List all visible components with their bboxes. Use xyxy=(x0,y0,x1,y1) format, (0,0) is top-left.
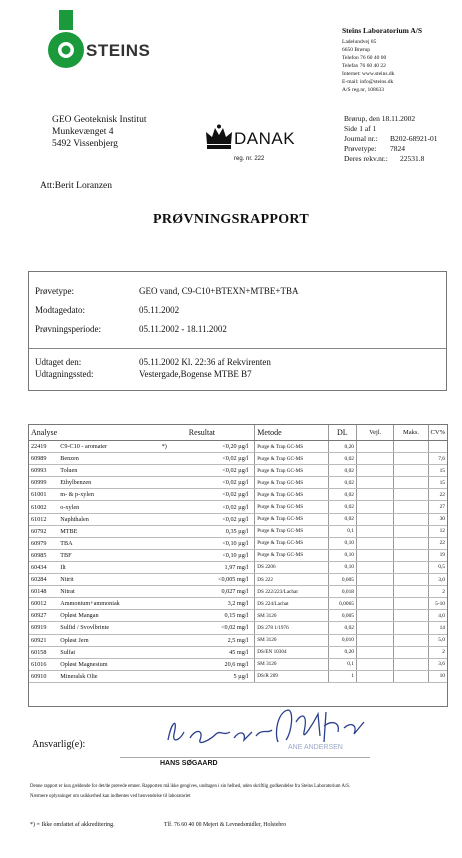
danak-name: DANAK xyxy=(234,129,296,148)
analysis-name: Nitrat xyxy=(58,586,169,598)
max-value xyxy=(394,646,428,658)
guideline xyxy=(356,453,393,465)
method: DS/R 209 xyxy=(255,670,328,682)
analysis-name: TBA xyxy=(58,537,169,549)
table-row xyxy=(29,441,447,453)
detection-limit: 0,005 xyxy=(328,574,356,586)
table-row xyxy=(29,561,447,573)
result-value: 0,35 µg/l xyxy=(169,525,255,537)
footer-contact: Tlf. 76 60 40 00 Mejeri & Levnedsmidler, Holstebro xyxy=(164,822,287,828)
info-row xyxy=(35,356,271,368)
report-date: Brørup, den 18.11.2002 xyxy=(344,114,416,123)
header-analyse: Analyse xyxy=(29,425,169,441)
result-value: 0,027 mg/l xyxy=(169,586,255,598)
method: DS 2206 xyxy=(255,561,328,573)
guideline xyxy=(356,658,393,670)
cv-percent: 14 xyxy=(428,622,447,634)
max-value xyxy=(394,525,428,537)
info-divider xyxy=(29,348,446,349)
guideline xyxy=(356,670,393,682)
table-row xyxy=(29,489,447,501)
info-label: Prøvningsperiode: xyxy=(35,324,101,334)
method: Purge & Trap GC-MS xyxy=(255,489,328,501)
cv-percent: 0,5 xyxy=(428,561,447,573)
recipient-line: 5492 Vissenbjerg xyxy=(52,139,118,149)
table-row xyxy=(29,574,447,586)
table-row xyxy=(29,513,447,525)
info-value: 05.11.2002 Kl. 22:36 af Rekvirenten xyxy=(139,357,271,367)
result-value: 1,97 mg/l xyxy=(169,561,255,573)
cv-percent: 12 xyxy=(428,525,447,537)
cv-percent: 27 xyxy=(428,501,447,513)
lab-address-lines xyxy=(342,38,460,94)
logo-text: STEINS xyxy=(86,41,151,60)
cv-percent: 5,0 xyxy=(428,634,447,646)
table-row xyxy=(29,465,447,477)
method: Purge & Trap GC-MS xyxy=(255,477,328,489)
guideline xyxy=(356,634,393,646)
detection-limit: 0,02 xyxy=(328,489,356,501)
results-table-box xyxy=(28,424,448,707)
cv-percent: 3,0 xyxy=(428,574,447,586)
accreditation-note-mark: *) xyxy=(161,443,167,451)
lab-address-line: Telefon 76 60 40 00 xyxy=(342,55,387,61)
signer-ane: ANE ANDERSEN xyxy=(288,744,343,751)
guideline xyxy=(356,501,393,513)
table-row xyxy=(29,598,447,610)
lab-address-line: A/S reg.nr, 108633 xyxy=(342,87,384,93)
table-row xyxy=(29,610,447,622)
footnote: *) = Ikke omfattet af akkreditering. xyxy=(30,822,115,828)
analysis-name: Naphthalen xyxy=(58,513,169,525)
max-value xyxy=(394,453,428,465)
table-row xyxy=(29,658,447,670)
detection-limit: 0,02 xyxy=(328,501,356,513)
danak-reg: reg. nr. 222 xyxy=(234,156,265,162)
analysis-code: 60979 xyxy=(29,537,58,549)
cv-percent: 4,0 xyxy=(428,610,447,622)
max-value xyxy=(394,465,428,477)
detection-limit: 0,20 xyxy=(328,441,356,453)
info-label: Udtagningssted: xyxy=(35,369,94,379)
analysis-code: 61016 xyxy=(29,658,58,670)
footer-line1: Denne rapport er kun gældende for det/de prøvede emner. Rapporten må ikke gengives, undtagen i sin helhed, uden skriftlig godkendelse fra Steins Laboratorium A/S. xyxy=(30,784,351,789)
detection-limit: 0,02 xyxy=(328,453,356,465)
guideline xyxy=(356,598,393,610)
result-value: 45 mg/l xyxy=(169,646,255,658)
analysis-code: 61002 xyxy=(29,501,58,513)
table-row xyxy=(29,670,447,682)
analysis-code: 60910 xyxy=(29,670,58,682)
analysis-name: Opløst Mangan xyxy=(58,610,169,622)
result-value: <0,02 µg/l xyxy=(169,489,255,501)
max-value xyxy=(394,586,428,598)
table-row xyxy=(29,525,447,537)
table-header-row xyxy=(29,425,447,441)
max-value xyxy=(394,658,428,670)
guideline xyxy=(356,574,393,586)
method: SM 3120 xyxy=(255,634,328,646)
max-value xyxy=(394,549,428,561)
lab-address-line: Internet: www.steins.dk xyxy=(342,71,395,77)
result-value: <0,02 mg/l xyxy=(169,622,255,634)
analysis-code: 60919 xyxy=(29,622,58,634)
lab-name: Steins Laboratorium A/S xyxy=(342,26,423,35)
steins-logo xyxy=(46,10,156,78)
analysis-name-text: C9-C10 - aromater xyxy=(60,443,108,451)
guideline xyxy=(356,465,393,477)
analysis-code: 61012 xyxy=(29,513,58,525)
detection-limit: 0,02 xyxy=(328,465,356,477)
journal-value: B202-68921-01 xyxy=(390,134,438,143)
method: Purge & Trap GC-MS xyxy=(255,549,328,561)
cv-percent: 19 xyxy=(428,549,447,561)
analysis-code: 60284 xyxy=(29,574,58,586)
method: DS/EN 10304 xyxy=(255,646,328,658)
guideline xyxy=(356,537,393,549)
table-row xyxy=(29,453,447,465)
result-value: <0,005 mg/l xyxy=(169,574,255,586)
journal-row xyxy=(344,134,460,144)
detection-limit: 1 xyxy=(328,670,356,682)
analysis-name: Ilt xyxy=(58,561,169,573)
steins-logo-icon xyxy=(48,10,84,76)
cv-percent: 10 xyxy=(428,670,447,682)
responsible-label: Ansvarlig(e): xyxy=(32,739,86,750)
lab-address-line: E-mail: info@steins.dk xyxy=(342,79,394,85)
result-value: <0,10 µg/l xyxy=(169,549,255,561)
detection-limit: 0,018 xyxy=(328,586,356,598)
analysis-name xyxy=(58,441,169,453)
ref-row xyxy=(344,154,460,164)
analysis-code: 60999 xyxy=(29,477,58,489)
analysis-code: 60148 xyxy=(29,586,58,598)
method: Purge & Trap GC-MS xyxy=(255,537,328,549)
detection-limit: 0,02 xyxy=(328,513,356,525)
signer-hans: HANS SØGAARD xyxy=(160,760,218,767)
detection-limit: 0,10 xyxy=(328,561,356,573)
footer-disclaimer xyxy=(30,782,450,802)
detection-limit: 0,1 xyxy=(328,525,356,537)
header-cv: CV% xyxy=(428,425,447,441)
result-value: <0,02 µg/l xyxy=(169,465,255,477)
max-value xyxy=(394,477,428,489)
sample-value: 7824 xyxy=(390,144,405,153)
analysis-name: o-xylen xyxy=(58,501,169,513)
info-label: Udtaget den: xyxy=(35,357,82,367)
method: DS 224/Lachat xyxy=(255,598,328,610)
result-value: 20,6 mg/l xyxy=(169,658,255,670)
report-title: PRØVNINGSRAPPORT xyxy=(153,212,309,227)
result-value: 3,2 mg/l xyxy=(169,598,255,610)
table-row xyxy=(29,477,447,489)
max-value xyxy=(394,561,428,573)
info-row xyxy=(35,368,271,380)
header-vejl: Vejl. xyxy=(356,425,393,441)
analysis-name: Sulfid / Svovlbrinte xyxy=(58,622,169,634)
info-row xyxy=(35,282,298,301)
analysis-code: 60012 xyxy=(29,598,58,610)
header-resultat: Resultat xyxy=(169,425,255,441)
attention-line: Att:Berit Loranzen xyxy=(40,181,113,191)
analysis-name: MTBE xyxy=(58,525,169,537)
header-maks: Maks. xyxy=(394,425,428,441)
method: DS 222/223/Lachat xyxy=(255,586,328,598)
footer-line2: Nærmere oplysninger om usikkerhed kan indhentes ved henvendelse til laboratoriet xyxy=(30,794,191,799)
analysis-name: Sulfat xyxy=(58,646,169,658)
table-row xyxy=(29,646,447,658)
result-value: <0,02 µg/l xyxy=(169,453,255,465)
cv-percent: 7,6 xyxy=(428,453,447,465)
max-value xyxy=(394,622,428,634)
recipient-line: GEO Geoteknisk Institut xyxy=(52,115,147,125)
detection-limit: 0,02 xyxy=(328,622,356,634)
info-value: 05.11.2002 - 18.11.2002 xyxy=(139,324,227,334)
info-value: GEO vand, C9-C10+BTEXN+MTBE+TBA xyxy=(139,286,299,296)
sample-row xyxy=(344,144,460,154)
table-row xyxy=(29,501,447,513)
method: DS 278 1/1976 xyxy=(255,622,328,634)
guideline xyxy=(356,622,393,634)
header-metode: Metode xyxy=(255,425,328,441)
analysis-code: 60434 xyxy=(29,561,58,573)
recipient-line: Munkevænget 4 xyxy=(52,127,114,137)
guideline xyxy=(356,561,393,573)
max-value xyxy=(394,598,428,610)
info-row xyxy=(35,320,298,339)
info-label: Modtagedato: xyxy=(35,305,85,315)
analysis-code: 60921 xyxy=(29,634,58,646)
analysis-name: TBF xyxy=(58,549,169,561)
detection-limit: 0,10 xyxy=(328,549,356,561)
analysis-name: Benzen xyxy=(58,453,169,465)
analysis-name: Opløst Magnesium xyxy=(58,658,169,670)
method: DS 222 xyxy=(255,574,328,586)
max-value xyxy=(394,610,428,622)
table-row xyxy=(29,586,447,598)
cv-percent: 30 xyxy=(428,513,447,525)
max-value xyxy=(394,574,428,586)
page-number: Side 1 af 1 xyxy=(344,124,377,133)
analysis-name: Toluen xyxy=(58,465,169,477)
lab-address-line: Ladelundvej 85 xyxy=(342,39,377,45)
guideline xyxy=(356,441,393,453)
detection-limit: 0,005 xyxy=(328,610,356,622)
result-value: <0,10 µg/l xyxy=(169,537,255,549)
cv-percent: 2 xyxy=(428,586,447,598)
cv-percent: 15 xyxy=(428,465,447,477)
cv-percent xyxy=(428,441,447,453)
method: Purge & Trap GC-MS xyxy=(255,465,328,477)
detection-limit: 0,0065 xyxy=(328,598,356,610)
result-value: <0,02 µg/l xyxy=(169,477,255,489)
max-value xyxy=(394,537,428,549)
analysis-code: 60985 xyxy=(29,549,58,561)
analysis-code: 60927 xyxy=(29,610,58,622)
analysis-name: Nitrit xyxy=(58,574,169,586)
method: Purge & Trap GC-MS xyxy=(255,441,328,453)
max-value xyxy=(394,670,428,682)
detection-limit: 0,02 xyxy=(328,477,356,489)
sample-info-top xyxy=(35,282,298,339)
sample-info-box xyxy=(28,271,447,391)
method: Purge & Trap GC-MS xyxy=(255,513,328,525)
report-meta xyxy=(344,114,460,164)
max-value xyxy=(394,501,428,513)
analysis-code: 60993 xyxy=(29,465,58,477)
guideline xyxy=(356,646,393,658)
max-value xyxy=(394,513,428,525)
guideline xyxy=(356,489,393,501)
result-value: <0,02 µg/l xyxy=(169,513,255,525)
guideline xyxy=(356,477,393,489)
info-value: 05.11.2002 xyxy=(139,305,180,315)
recipient-address xyxy=(52,114,146,150)
info-row xyxy=(35,301,298,320)
sample-info-bottom xyxy=(35,356,271,380)
analysis-code: 22419 xyxy=(29,441,58,453)
table-row xyxy=(29,634,447,646)
guideline xyxy=(356,513,393,525)
guideline xyxy=(356,586,393,598)
max-value xyxy=(394,634,428,646)
ref-label: Deres rekv.nr.: xyxy=(344,154,388,163)
result-value: 0,15 mg/l xyxy=(169,610,255,622)
analysis-code: 60158 xyxy=(29,646,58,658)
analysis-code: 61001 xyxy=(29,489,58,501)
cv-percent: 2 xyxy=(428,646,447,658)
results-table xyxy=(29,425,447,683)
cv-percent: 3,6 xyxy=(428,658,447,670)
detection-limit: 0,1 xyxy=(328,658,356,670)
info-label: Prøvetype: xyxy=(35,286,74,296)
cv-percent: 15 xyxy=(428,477,447,489)
cv-percent: 22 xyxy=(428,489,447,501)
journal-label: Journal nr.: xyxy=(344,134,378,143)
result-value: <0,02 µg/l xyxy=(169,501,255,513)
info-value: Vestergade,Bogense MTBE B7 xyxy=(139,369,252,379)
method: SM 3120 xyxy=(255,658,328,670)
method: Purge & Trap GC-MS xyxy=(255,501,328,513)
analysis-code: 60792 xyxy=(29,525,58,537)
lab-address-line: 6650 Brørup xyxy=(342,47,370,53)
table-row xyxy=(29,537,447,549)
result-value: <0,20 µg/l xyxy=(169,441,255,453)
method: Purge & Trap GC-MS xyxy=(255,453,328,465)
analysis-code: 60989 xyxy=(29,453,58,465)
cv-percent: 22 xyxy=(428,537,447,549)
guideline xyxy=(356,610,393,622)
signature-line xyxy=(120,757,370,758)
detection-limit: 0,20 xyxy=(328,646,356,658)
table-row xyxy=(29,622,447,634)
header-dl: DL xyxy=(328,425,356,441)
sample-label: Prøvetype: xyxy=(344,144,377,153)
analysis-name: Ammonium+ammoniak xyxy=(58,598,169,610)
lab-address-line: Telefax 76 60 40 22 xyxy=(342,63,386,69)
result-value: 2,5 mg/l xyxy=(169,634,255,646)
guideline xyxy=(356,549,393,561)
detection-limit: 0,010 xyxy=(328,634,356,646)
max-value xyxy=(394,489,428,501)
ref-value: 22531.8 xyxy=(400,154,425,163)
method: Purge & Trap GC-MS xyxy=(255,525,328,537)
cv-percent: 5-10 xyxy=(428,598,447,610)
analysis-name: m- & p-xylen xyxy=(58,489,169,501)
detection-limit: 0,10 xyxy=(328,537,356,549)
analysis-name: Ethylbenzen xyxy=(58,477,169,489)
method: SM 3120 xyxy=(255,610,328,622)
result-value: 5 µg/l xyxy=(169,670,255,682)
crown-icon xyxy=(204,124,234,150)
table-row xyxy=(29,549,447,561)
danak-mark xyxy=(204,124,304,168)
lab-address xyxy=(342,26,460,94)
guideline xyxy=(356,525,393,537)
max-value xyxy=(394,441,428,453)
analysis-name: Opløst Jern xyxy=(58,634,169,646)
analysis-name: Mineralsk Olie xyxy=(58,670,169,682)
